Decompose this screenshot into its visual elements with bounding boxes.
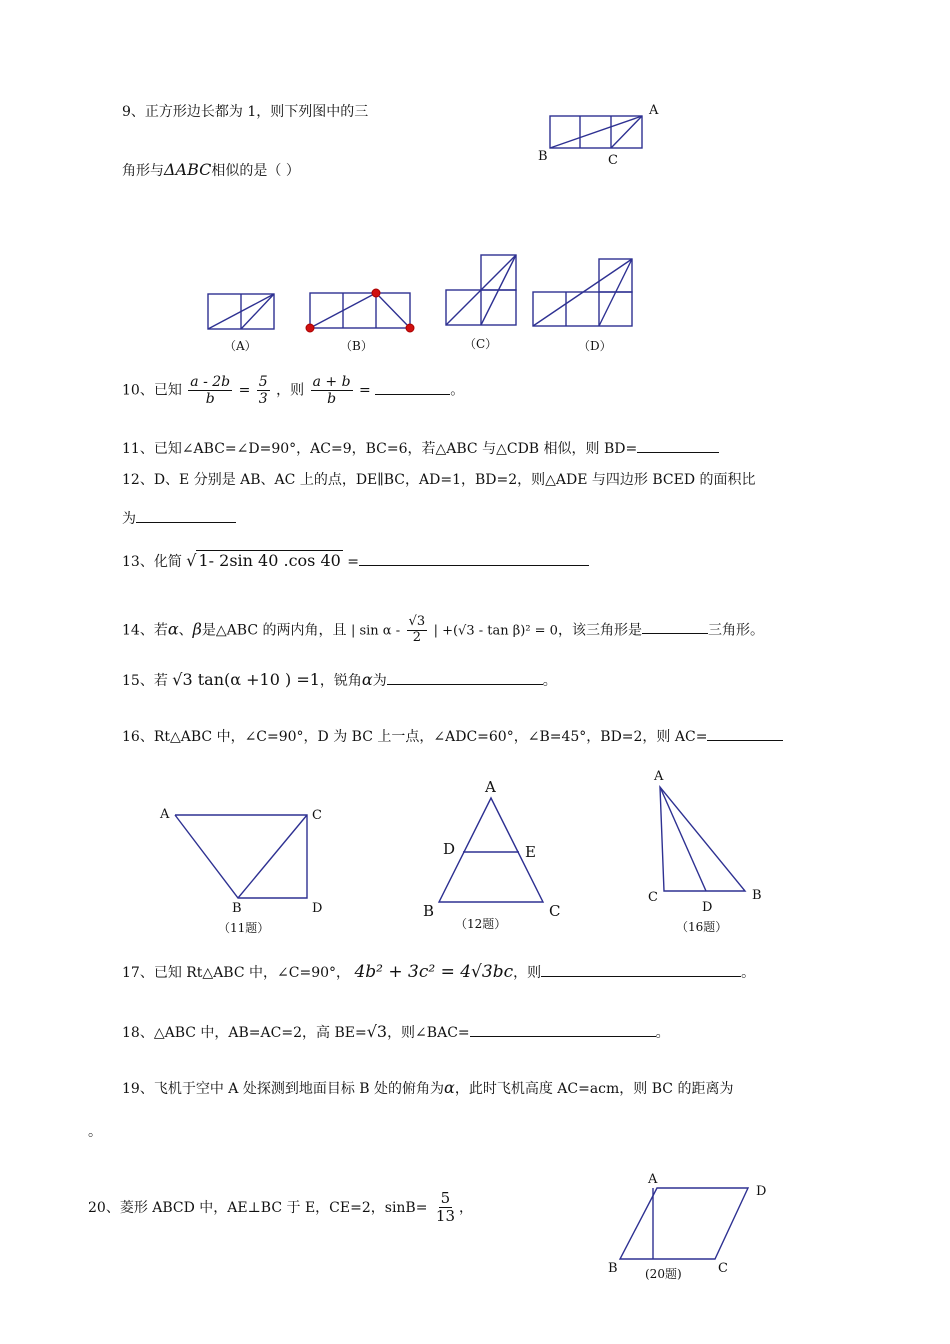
q17-line [122,962,755,982]
fig11-label-d: D [312,901,323,916]
q15-expr: √3 tan(α +10 ) =1 [172,670,320,689]
q9-line2-post: 相似的是（ ） [211,163,300,179]
q14-expr-a: | sin α - [350,623,401,639]
fig16-label-a: A [654,769,664,784]
fig12 [415,772,575,937]
option-d-label: （D） [578,339,612,353]
q10-end: 。 [450,382,465,399]
fig12-label-d: D [443,840,456,858]
option-b-label: （B） [340,339,373,353]
q10-pre: 10、已知 [122,382,182,399]
q17-expr: 4b² + 3c² = 4√3bc [354,962,514,982]
fig16-label-b: B [752,888,762,903]
q11-line [122,438,719,458]
q14-line [122,615,764,646]
fig11 [150,800,340,940]
q10-frac1: $\frac{a - 2b}{b}$ [190,374,231,408]
option-d-figure [533,259,632,326]
fig12-label-c: C [549,902,561,920]
fig20 [600,1168,790,1286]
q14-post: ，该三角形是 [557,622,642,639]
q16-text: 16、Rt△ABC 中，∠C=90°，D 为 BC 上一点，∠ADC=60°，∠B=45°，BD=2，则 AC= [122,729,708,745]
q10-frac3: $\frac{a + b}{b}$ [312,374,351,408]
q16-answer-blank[interactable] [707,726,783,741]
q14-sep: 、 [178,622,193,639]
fig20-label-b: B [608,1261,618,1276]
fig12-caption: （12题） [455,917,507,931]
option-c-label: （C） [464,337,498,351]
q20-pre: 20、菱形 ABCD 中，AE⊥BC 于 E，CE=2，sinB= [88,1199,428,1216]
fig11-caption: （11题） [218,921,270,935]
q19-alpha: α [444,1078,455,1097]
fig12-label-b: B [423,902,435,920]
q19-line2: 。 [88,1124,102,1140]
q17-post: ，则 [513,965,542,981]
q18-end: 。 [655,1025,670,1041]
q20-end: ， [459,1199,473,1216]
q9-line2 [122,160,300,180]
q9-ref-label-c: C [608,153,618,168]
q15-line [122,670,557,690]
q18-expr: √3 [366,1022,388,1041]
fig11-label-c: C [312,808,322,823]
option-b-point-top [372,289,380,297]
q13-line [122,550,589,571]
q18-answer-blank[interactable] [470,1022,656,1037]
q14-alpha: α [167,619,179,639]
q15-post: 为 [372,673,387,689]
q20-frac: $\frac{5}{13}$ [435,1189,455,1226]
fig11-label-a: A [160,807,170,822]
q10-eq2: = [359,382,371,399]
q10-eq1: = [238,382,251,399]
q12-answer-blank[interactable] [136,508,236,523]
q13-answer-blank[interactable] [359,551,589,566]
q14-pre: 14、若 [122,622,168,639]
option-a-label: （A） [224,339,257,353]
option-c-figure [446,255,516,325]
q19-line1-text: 19、飞机于空中 A 处探测到地面目标 B 处的俯角为 [122,1081,445,1097]
q15-alpha: α [361,670,373,689]
option-b-point-right [406,324,414,332]
q17-end: 。 [741,965,756,981]
fig20-label-d: D [756,1184,767,1199]
q15-end: 。 [542,673,557,689]
q18-post: ，则∠BAC= [387,1025,470,1041]
fig16-label-c: C [648,890,658,905]
q20-line [88,1190,473,1226]
fig16 [640,765,780,940]
option-b-point-left [306,324,314,332]
fig16-caption: （16题） [676,920,728,934]
q15-pre: 15、若 [122,673,168,689]
q17-pre: 17、已知 Rt△ABC 中，∠C=90°， [122,965,351,981]
fig11-label-b: B [232,901,242,916]
q9-triangle-abc: ΔABC [164,160,212,179]
fig20-caption: (20题) [645,1267,682,1281]
q14-frac: $\frac{√3}{2}$ [408,614,426,645]
q9-options-figure [200,252,650,362]
option-a-figure [208,294,274,329]
q14-beta: β [192,619,202,639]
q18-line [122,1022,670,1042]
q13-radical: √ 1- 2sin 40 .cos 40 [186,551,341,570]
q10-frac2: $\frac{5}{3}$ [258,374,268,408]
q10-line [122,374,464,407]
q9-ref-label-a: A [649,103,659,118]
q14-end: 三角形。 [707,622,764,639]
q12-line2-text: 为 [122,511,136,527]
fig12-label-e: E [525,843,536,861]
q19-line1b: ，此时飞机高度 AC=acm，则 BC 的距离为 [454,1081,734,1097]
q15-answer-blank[interactable] [387,670,543,685]
q14-expr-b: | +(√3 - tan β)² = 0 [433,623,558,639]
q9-ref-label-b: B [538,149,548,164]
q13-eq: = [347,554,360,570]
q9-line2-pre: 角形与 [122,163,164,179]
q16-line [122,726,783,746]
q19-line1 [122,1078,733,1098]
q10-answer-blank[interactable] [375,380,450,395]
q17-answer-blank[interactable] [541,962,741,977]
q9-line1: 9、正方形边长都为 1，则下列图中的三 [122,104,369,120]
fig12-label-a: A [485,778,496,796]
q12-line1: 12、D、E 分别是 AB、AC 上的点，DE∥BC，AD=1，BD=2，则△ADE 与四边形 BCED 的面积比 [122,472,756,488]
q14-mid: 是△ABC 的两内角，且 [201,622,347,639]
q11-text: 11、已知∠ABC=∠D=90°，AC=9，BC=6，若△ABC 与△CDB 相似，则 BD= [122,441,638,457]
q13-pre: 13、化简 [122,554,182,570]
q14-answer-blank[interactable] [642,619,708,634]
q11-answer-blank[interactable] [637,438,719,453]
fig20-label-c: C [718,1261,728,1276]
q18-pre: 18、△ABC 中，AB=AC=2，高 BE= [122,1025,367,1041]
option-b-figure [306,289,414,332]
fig20-label-a: A [648,1172,658,1187]
fig16-label-d: D [702,900,713,915]
q15-mid: ，锐角 [319,673,362,689]
q9-reference-figure [530,98,670,170]
q12-line2 [122,508,236,528]
q10-mid: ，则 [276,382,305,399]
